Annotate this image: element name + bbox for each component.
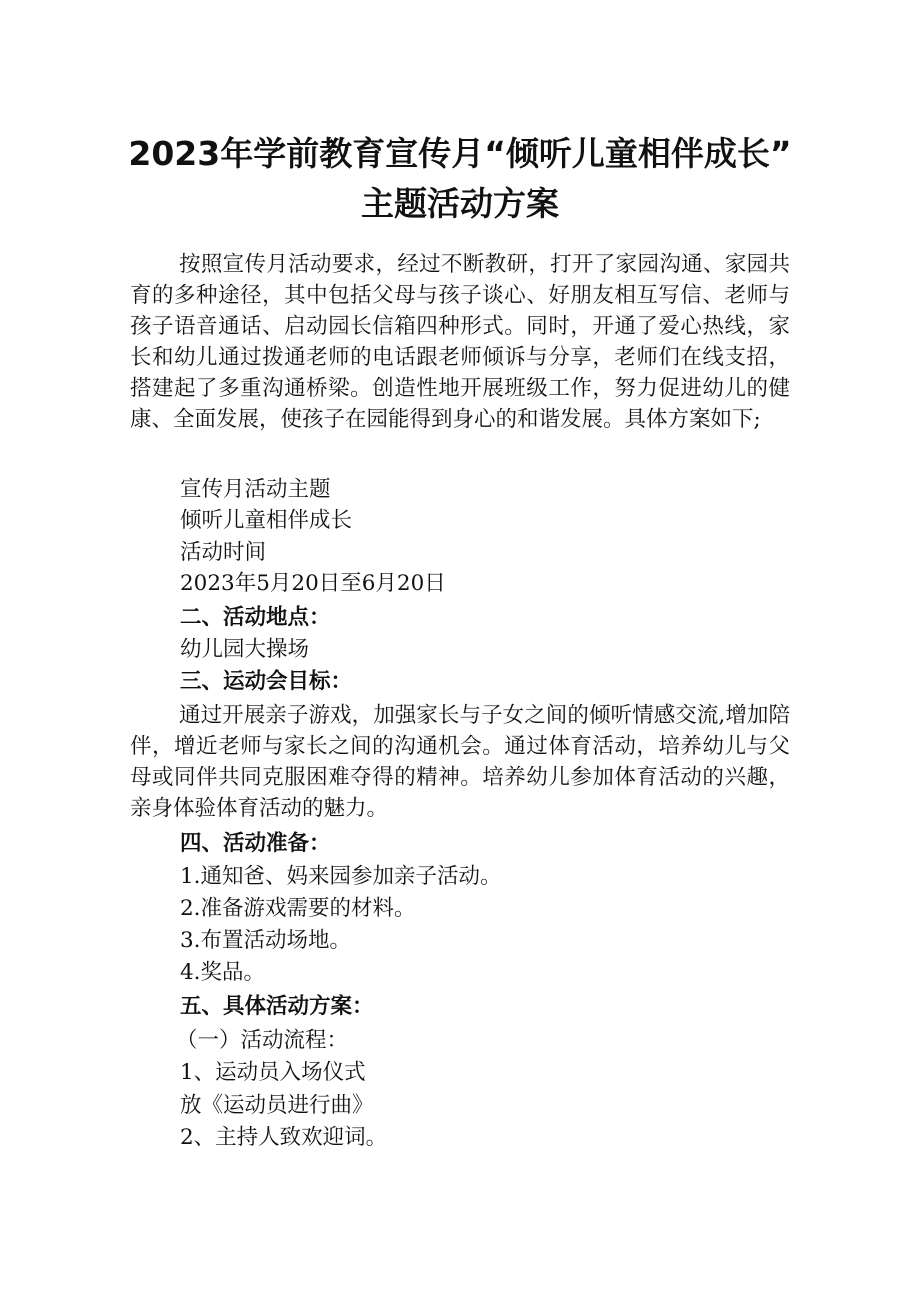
flow-item: 1、运动员入场仪式 (180, 1060, 366, 1085)
location-heading: 二、活动地点： (180, 605, 331, 630)
goal-heading: 三、运动会目标： (180, 669, 353, 694)
prep-item: 3.布置活动场地。 (180, 928, 352, 953)
plan-heading: 五、具体活动方案： (180, 994, 374, 1019)
document-title-line-2: 主题活动方案 (361, 184, 559, 223)
prep-item: 4.奖品。 (180, 960, 266, 985)
flow-label: （一）活动流程： (176, 1028, 349, 1053)
flow-item: 放《运动员进行曲》 (180, 1093, 374, 1118)
time-label: 活动时间 (180, 540, 267, 565)
goal-paragraph: 通过开展亲子游戏，加强家长与子女之间的倾听情感交流,增加陪伴，增近老师与家长之间的沟通机会。通过体育活动，培养幼儿与父母或同伴共同克服困难夺得的精神。培养幼儿参加体育活动的兴趣，亲身体验体育活动的魅力。 (130, 703, 790, 821)
time-value: 2023年5月20日至6月20日 (180, 571, 446, 596)
document-title-line-1: 2023年学前教育宣传月“倾听儿童相伴成长” (128, 134, 792, 173)
flow-item: 2、主持人致欢迎词。 (180, 1125, 388, 1150)
prep-item: 1.通知爸、妈来园参加亲子活动。 (180, 864, 502, 889)
location-value: 幼儿园大操场 (180, 637, 310, 662)
prep-heading: 四、活动准备： (180, 831, 331, 856)
theme-value: 倾听儿童相伴成长 (180, 508, 353, 533)
prep-item: 2.准备游戏需要的材料。 (180, 896, 416, 921)
intro-paragraph: 按照宣传月活动要求，经过不断教研，打开了家园沟通、家园共育的多种途径，其中包括父母与孩子谈心、好朋友相互写信、老师与孩子语音通话、启动园长信箱四种形式。同时，开通了爱心热线，家长和幼儿通过拨通老师的电话跟老师倾诉与分享，老师们在线支招，搭建起了多重沟通桥梁。创造性地开展班级工作，努力促进幼儿的健康、全面发展，使孩子在园能得到身心的和谐发展。具体方案如下; (130, 252, 790, 432)
theme-label: 宣传月活动主题 (180, 477, 331, 502)
